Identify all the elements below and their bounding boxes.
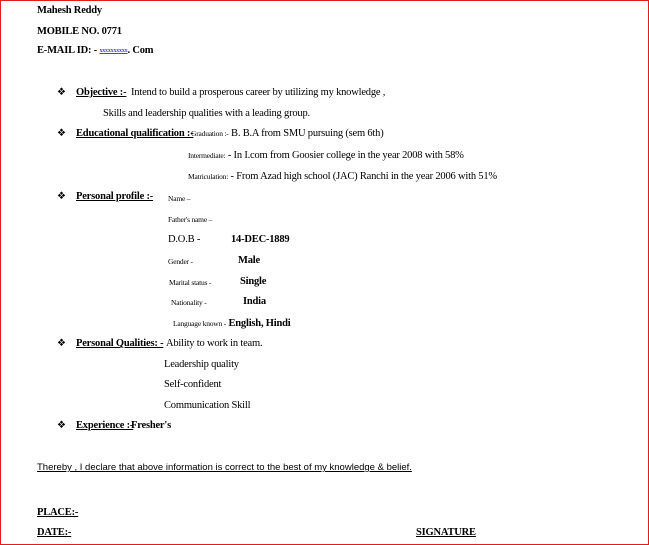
declaration-text: Thereby , I declare that above information is correct to the best of my knowledge & belief. [37, 462, 412, 473]
language-label: Language known - [173, 319, 227, 328]
date-label: DATE:- [37, 527, 72, 538]
gender-value: Male [238, 255, 260, 266]
education-label: Educational qualification :- [76, 128, 194, 139]
quality-item: Communication Skill [164, 400, 251, 411]
objective-label: Objective :- [76, 87, 127, 98]
marital-status-value: Single [240, 276, 267, 287]
place-label: PLACE:- [37, 507, 79, 518]
candidate-name: Mahesh Reddy [37, 5, 102, 16]
qualities-label: Personal Qualities: - [76, 338, 164, 349]
objective-text-line1: Intend to build a prosperous career by utilizing my knowledge , [131, 87, 386, 98]
graduation-label: Graduation :- [191, 129, 229, 138]
dob-value: 14-DEC-1889 [231, 234, 290, 245]
objective-bullet-icon [57, 87, 66, 99]
name-label: Name – [168, 194, 191, 203]
email-link[interactable]: xxxxxxxxxx [99, 48, 128, 54]
intermediate-line [188, 150, 464, 162]
profile-label: Personal profile :- [76, 191, 154, 202]
email-suffix: . Com [127, 45, 154, 56]
matriculation-value: - From Azad high school (JAC) Ranchi in the year 2006 with 51% [230, 171, 497, 182]
language-value: English, Hindi [228, 318, 291, 329]
objective-text-line2: Skills and leadership qualities with a leading group. [103, 108, 310, 119]
qualities-bullet-icon [57, 338, 66, 350]
profile-bullet-icon [57, 191, 66, 203]
quality-item: Self-confident [164, 379, 222, 390]
quality-item: Ability to work in team. [166, 338, 263, 349]
matriculation-label: Matriculation: [188, 172, 229, 181]
email-label: E-MAIL ID: - [37, 45, 98, 56]
graduation-value: B. B.A from SMU pursuing (sem 6th) [231, 128, 384, 139]
marital-status-label: Marital status - [169, 278, 212, 287]
education-bullet-icon [57, 128, 66, 140]
email-line [37, 45, 153, 57]
matriculation-line [188, 171, 497, 183]
quality-item: Leadership quality [164, 359, 239, 370]
dob-label: D.O.B - [168, 234, 201, 245]
nationality-label: Nationality - [171, 298, 207, 307]
intermediate-label: Intermediate: [188, 151, 226, 160]
graduation-line [191, 128, 384, 140]
language-line [173, 318, 290, 330]
gender-label: Gender - [168, 257, 193, 266]
father-name-label: Father's name – [168, 215, 213, 224]
experience-label: Experience :- [76, 420, 134, 431]
nationality-value: India [243, 296, 266, 307]
intermediate-value: - In I.com from Goosier college in the year 2008 with 58% [227, 150, 464, 161]
experience-bullet-icon [57, 420, 66, 432]
experience-value: Fresher's [131, 420, 171, 431]
mobile-number: MOBILE NO. 0771 [37, 26, 122, 37]
signature-label: SIGNATURE [416, 527, 476, 538]
